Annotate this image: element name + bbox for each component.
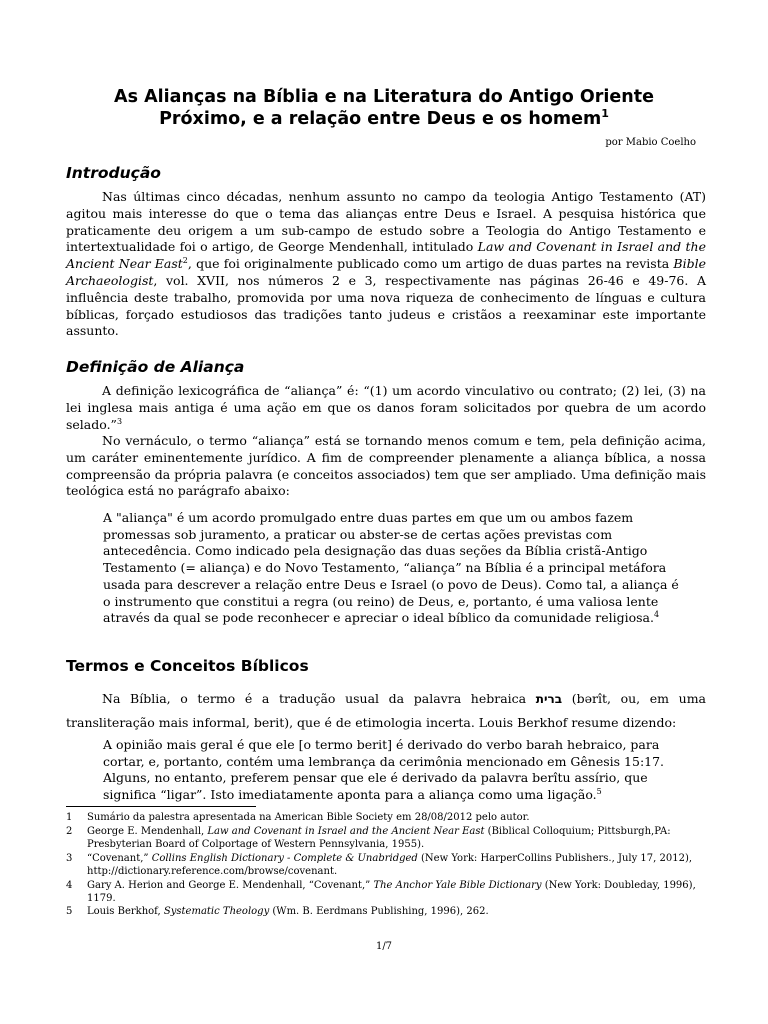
footnote-text	[87, 825, 706, 851]
footnote	[66, 852, 706, 878]
terms-paragraph	[66, 687, 706, 734]
footnote-number: 5	[66, 906, 73, 918]
footnote-number: 1	[66, 812, 73, 823]
page-number: 1/7	[375, 941, 393, 952]
footnote	[66, 879, 706, 905]
terms-text-a: Na Bíblia, o termo é a tradução usual da palavra hebraica	[102, 691, 536, 706]
footnote-text-a: “Covenant,”	[87, 852, 152, 864]
footnote-text-a: Gary A. Herion and George E. Mendenhall, “Covenant,”	[87, 879, 374, 891]
footnote-number: 2	[66, 825, 73, 837]
definition-block-quote	[103, 510, 689, 627]
section-heading-termos: Termos e Conceitos Bíblicos	[66, 657, 309, 675]
footnote-ref-1: 1	[601, 107, 609, 121]
footnote-text-a: George E. Mendenhall,	[87, 825, 208, 837]
section-heading-introducao: Introdução	[66, 164, 161, 182]
intro-text-e: , vol. XVII, nos números 2 e 3, respectivamente nas páginas 26-46 e 49-76. A influência deste trabalho, promovida por uma nova riqueza de conhecimento de línguas e cultura bíblicas, forçado estudiosos das tradições tanto judeus e cristãos a reexaminar este importante assunto.	[66, 272, 706, 339]
footnote-text	[87, 905, 706, 918]
intro-paragraph	[66, 189, 706, 340]
footnote-separator	[66, 806, 256, 807]
footnote-text-b: (New York: Doubleday, 1996), 1179.	[87, 879, 696, 904]
section-heading-definicao: Definição de Aliança	[66, 358, 245, 376]
footnote-italic: Law and Covenant in Israel and the Ancient Near East	[207, 825, 485, 837]
footnote-text-a: Louis Berkhof,	[87, 906, 164, 918]
footnote-text-b: (Biblical Colloquium; Pittsburgh,PA: Presbyterian Board of Colportage of Western Pennsylvania, 1955).	[87, 825, 671, 850]
intro-journal-title: Bible Archaeologist	[66, 256, 707, 288]
definition-paragraph-2	[66, 433, 706, 500]
definition-quote-text: A "aliança" é um acordo promulgado entre duas partes em que um ou ambos fazem promessas sob juramento, a praticar ou abster-se de certas ações previstas com antecedência. Como indicado pela designação das duas seções da Bíblia cristã-Antigo Testamento (= aliança) e do Novo Testamento, “aliança” na Bíblia é a principal metáfora usada para descrever a relação entre Deus e Israel (o povo de Deus). Como tal, a aliança é o instrumento que constitui a regra (ou reino) de Deus, e, portanto, é uma valiosa lente através da qual se pode reconhecer e apreciar o ideal bíblico da comunidade religiosa.	[103, 510, 679, 626]
footnote-number: 3	[66, 852, 73, 864]
definition-text-2: No vernáculo, o termo “aliança” está se tornando menos comum e tem, pela definição acima, um caráter eminentemente jurídico. A fim de compreender plenamente a aliança bíblica, a nossa compreensão da própria palavra (e conceitos associados) tem que ser ampliado. Uma definição mais teológica está no parágrafo abaixo:	[66, 433, 706, 499]
document-title-line-1	[60, 86, 708, 108]
definition-text-1: A definição lexicográfica de “aliança” é: “(1) um acordo vinculativo ou contrato; (2) lei, (3) na lei inglesa mais antiga é uma ação em que os danos foram solicitados por quebra de um acordo selado.”	[66, 383, 706, 432]
title-text-2: Próximo, e a relação entre Deus e os homem	[159, 109, 602, 129]
footnote-number: 4	[66, 879, 73, 891]
footnote	[66, 905, 706, 918]
footnote-text-b: (New York: HarperCollins Publishers., July 17, 2012), http://dictionary.reference.com/browse/covenant.	[87, 852, 693, 877]
footnote-ref-5: 5	[596, 786, 602, 796]
footnote	[66, 825, 706, 851]
author-byline: por Mabio Coelho	[605, 137, 696, 148]
footnote-ref-4: 4	[653, 610, 660, 620]
hebrew-word-berit: ברית	[535, 692, 563, 706]
footnote-italic: Collins English Dictionary - Complete & Unabridged	[151, 852, 418, 864]
footnote-text	[87, 811, 706, 824]
intro-text-a: Nas últimas cinco décadas, nenhum assunto no campo da teologia Antigo Testamento (AT) agitou mais interesse do que o tema das alianças entre Deus e Israel. A pesquisa histórica que praticamente deu origem a um sub-campo de estudo sobre a Teologia do Antigo Testamento e intertextualidade foi o artigo, de George Mendenhall, intitulado	[66, 189, 706, 255]
footnote-text	[87, 852, 706, 878]
footnote-ref-2: 2	[182, 256, 188, 266]
footnote-text-b: (Wm. B. Eerdmans Publishing, 1996), 262.	[269, 906, 489, 918]
footnote-text	[87, 879, 706, 905]
footnote-italic: Systematic Theology	[163, 906, 270, 918]
document-title-line-2	[60, 108, 708, 130]
footnote-italic: The Anchor Yale Bible Dictionary	[373, 879, 542, 891]
footnote-text-a: Sumário da palestra apresentada na American Bible Society em 28/08/2012 pelo autor.	[87, 812, 530, 823]
definition-paragraph-1	[66, 383, 706, 433]
berkhof-quote-text: A opinião mais geral é que ele [o termo berit] é derivado do verbo barah hebraico, para cortar, e, portanto, contém uma lembrança da cerimônia mencionado em Gênesis 15:17. Alguns, no entanto, preferem pensar que ele é derivado da palavra berîtu assírio, que significa “ligar”. Isto imediatamente aponta para a aliança como uma ligação.	[103, 737, 665, 803]
intro-text-c: , que foi originalmente publicado como um artigo de duas partes na revista	[187, 256, 674, 272]
footnote-ref-3: 3	[116, 416, 123, 426]
intro-article-title: Law and Covenant in Israel and the Ancient Near East	[66, 239, 706, 272]
footnote	[66, 811, 706, 824]
terms-text-b: (bərît, ou, em uma transliteração mais informal, berit), que é de etimologia incerta. Louis Berkhof resume dizendo:	[66, 691, 707, 730]
footnotes	[66, 811, 706, 919]
berkhof-block-quote	[103, 737, 689, 804]
title-text-1: As Alianças na Bíblia e na Literatura do Antigo Oriente	[114, 87, 654, 107]
